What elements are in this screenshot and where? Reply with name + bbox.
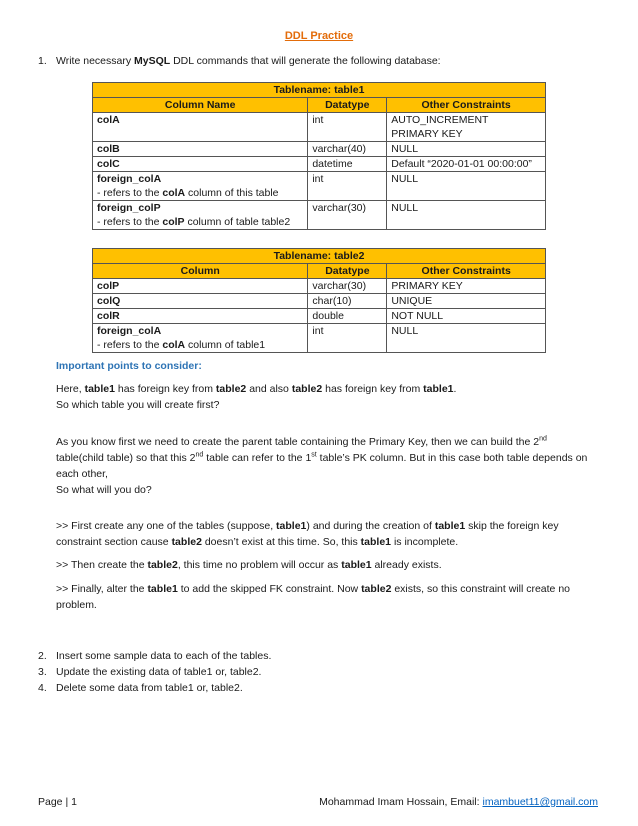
footer-email-link[interactable]: imambuet11@gmail.com	[482, 796, 598, 808]
table-row: colB varchar(40) NULL	[93, 142, 546, 157]
table2-header-datatype: Datatype	[308, 264, 387, 279]
list-item-number: 2.	[38, 650, 47, 662]
list-item-number: 3.	[38, 666, 47, 678]
table-row: foreign_colA - refers to the colA column of table1 int NULL	[93, 324, 546, 353]
table1-header-constraints: Other Constraints	[387, 98, 546, 113]
table2-header-constraints: Other Constraints	[387, 264, 546, 279]
document-title: DDL Practice	[284, 30, 354, 42]
table-row: foreign_colP - refers to the colP column of table table2 varchar(30) NULL	[93, 201, 546, 230]
footer-author: Mohammad Imam Hossain, Email: imambuet11@gmail.com	[319, 796, 598, 808]
table-row: colQ char(10) UNIQUE	[93, 294, 546, 309]
paragraph-1: Here, table1 has foreign key from table2 and also table2 has foreign key from table1. So which table you will create first?	[56, 383, 457, 411]
table1-header-column: Column Name	[93, 98, 308, 113]
paragraph-4: >> Then create the table2, this time no problem will occur as table1 already exists.	[56, 559, 442, 571]
table-row: colR double NOT NULL	[93, 309, 546, 324]
table1-name: Tablename: table1	[93, 83, 546, 98]
paragraph-5: >> Finally, alter the table1 to add the skipped FK constraint. Now table2 exists, so this constraint will create no problem.	[56, 583, 570, 611]
table1-header-datatype: Datatype	[308, 98, 387, 113]
important-heading: Important points to consider:	[56, 360, 202, 372]
paragraph-2: As you know first we need to create the parent table containing the Primary Key, then we can build the 2nd table(child table) so that this 2nd table can refer to the 1st table’s PK column. But in this case both table depends on each other, So what will you do?	[56, 435, 588, 496]
table-row: foreign_colA - refers to the colA column of this table int NULL	[93, 172, 546, 201]
table2-name: Tablename: table2	[93, 249, 546, 264]
q1-text: Write necessary MySQL DDL commands that will generate the following database:	[56, 55, 441, 67]
table1-spec	[92, 82, 546, 230]
footer-page-number: Page | 1	[38, 796, 77, 808]
table-row: colA int AUTO_INCREMENT PRIMARY KEY	[93, 113, 546, 142]
paragraph-3: >> First create any one of the tables (suppose, table1) and during the creation of table1 skip the foreign key constraint section cause table2 doesn’t exist at this time. So, this table1 is incomplete.	[56, 520, 559, 548]
list-item: Insert some sample data to each of the tables.	[56, 650, 272, 662]
q1-number: 1.	[38, 55, 47, 67]
table2-spec	[92, 248, 546, 353]
table-row: colC datetime Default “2020-01-01 00:00:00”	[93, 157, 546, 172]
list-item: Delete some data from table1 or, table2.	[56, 682, 243, 694]
list-item: Update the existing data of table1 or, table2.	[56, 666, 262, 678]
table-row: colP varchar(30) PRIMARY KEY	[93, 279, 546, 294]
table2-header-column: Column	[93, 264, 308, 279]
list-item-number: 4.	[38, 682, 47, 694]
